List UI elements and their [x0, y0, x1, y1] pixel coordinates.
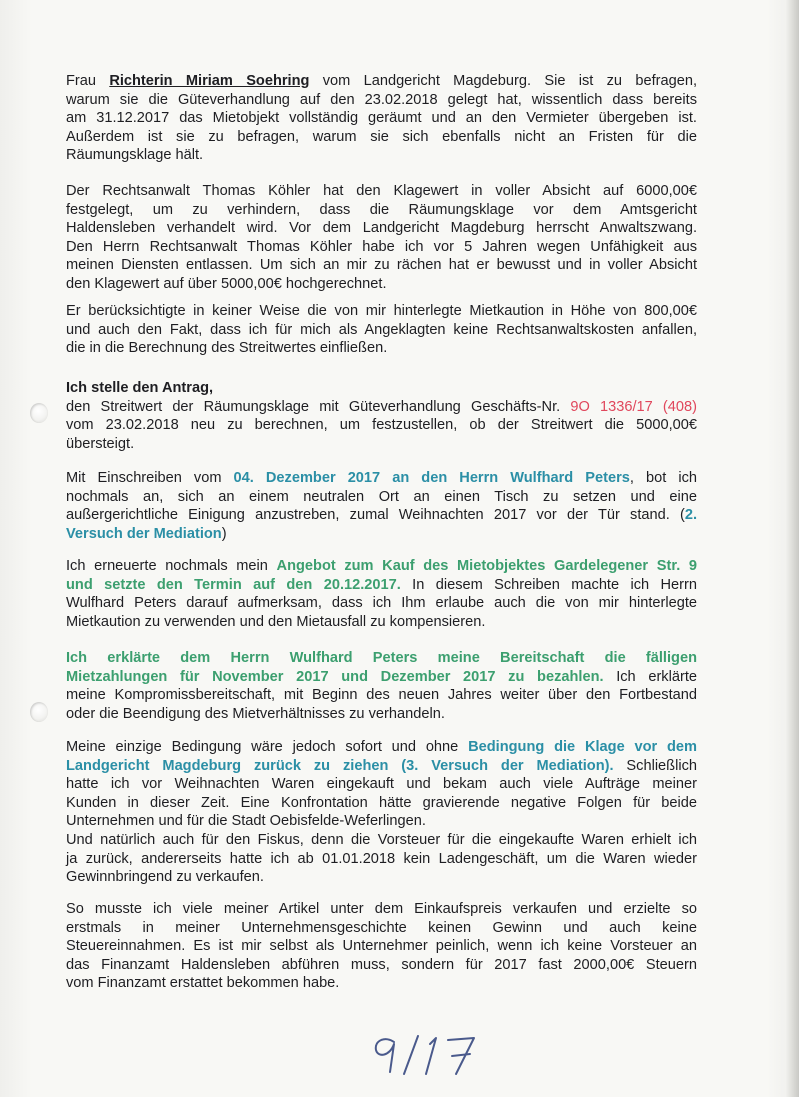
- paragraph-purchase-offer: Ich erneuerte nochmals mein Angebot zum Kauf des Mietobjektes Gardelegener Str. 9 und setzte den Termin auf den 20.12.2017. In diesem Schreiben machte ich Herrn Wulfhard Peters darauf aufmerksam, dass ich Ihm erlaube auch die von mir hinterlegte Mietkaution zu verwenden und den Mietausfall zu kompensieren.: [66, 558, 697, 630]
- paragraph-payment-readiness: Ich erklärte dem Herrn Wulfhard Peters meine Bereitschaft die fälligen Mietzahlungen für November 2017 und Dezember 2017 zu bezahlen. Ich erklärte meine Kompromissbereitschaft, mit Beginn des neuen Jahres weiter über den Fortbestand oder die Beendigung des Mietverhältnisses zu verhandeln.: [66, 650, 697, 722]
- paragraph-condition: Meine einzige Bedingung wäre jedoch sofort und ohne Bedingung die Klage vor dem Landgericht Magdeburg zurück zu ziehen (3. Versuch der Mediation). Schließlich hatte ich vor Weihnachten Waren eingekauft und bekam auch viele Aufträge meiner Kunden in dieser Zeit. Eine Konfrontation hätte gravierende negative Folgen für beide Unternehmen und für die Stadt Oebisfelde-Weferlingen. Und natürlich auch für den Fiskus, denn die Vorsteuer für die eingekaufte Waren erhielt ich ja zurück, andererseits hatte ich ab 01.01.2018 kein Ladengeschäft, um die Waren wieder Gewinnbringend zu verkaufen.: [66, 739, 697, 886]
- paragraph-motion: Ich stelle den Antrag, den Streitwert der Räumungsklage mit Güteverhandlung Geschäfts-Nr. 9O 1336/17 (408) vom 23.02.2018 neu zu berechnen, um festzustellen, ob der Streitwert die 5000,00€ übersteigt.: [66, 380, 697, 452]
- paragraph-judge-question: Frau Richterin Miriam Soehring vom Landgericht Magdeburg. Sie ist zu befragen, warum sie die Güteverhandlung auf den 23.02.2018 gelegt hat, wissentlich dass bereits am 31.12.2017 das Mietobjekt vollständig geräumt und an den Vermieter übergeben ist. Außerdem ist sie zu befragen, warum sie sich ebenfalls nicht an Fristen für die Räumungsklage hält.: [66, 73, 698, 164]
- paragraph-lawyer-claim-value: Der Rechtsanwalt Thomas Köhler hat den Klagewert in voller Absicht auf 6000,00€ festgelegt, um zu verhindern, dass die Räumungsklage vor dem Amtsgericht Haldensleben verhandelt wird. Vor dem Landgericht Magdeburg herrscht Anwaltszwang. Den Herrn Rechtsanwalt Thomas Köhler habe ich vor 5 Jahren wegen Unfähigkeit aus meinen Diensten entlassen. Um sich an mir zu rächen hat er bewusst und in voller Absicht den Klagewert auf über 5000,00€ hochgerechnet.: [66, 183, 697, 292]
- page-edge-shadow: [785, 0, 799, 1097]
- paragraph-deposit: Er berücksichtigte in keiner Weise die von mir hinterlegte Mietkaution in Höhe von 800,00€ und auch den Fakt, dass ich für mich als Angeklagten keine Rechtsanwaltskosten anfallen, die in die Berechnung des Streitwertes einfließen.: [66, 303, 697, 357]
- motion-heading: Ich stelle den Antrag,: [66, 380, 214, 396]
- highlight-purchase-offer: Angebot zum Kauf des Mietobjektes Gardelegener Str. 9: [276, 558, 697, 574]
- punch-hole-bottom: [30, 702, 48, 722]
- paragraph-registered-letter: Mit Einschreiben vom 04. Dezember 2017 an den Herrn Wulfhard Peters, bot ich nochmals an, sich an einem neutralen Ort an einen Tisch zu setzen und eine außergerichtliche Einigung anzustreben, zumal Weihnachten 2017 vor der Tür stand. (2. Versuch der Mediation): [66, 470, 698, 542]
- handwritten-page-number: [360, 1028, 500, 1078]
- highlight-payment-readiness: Ich erklärte dem Herrn Wulfhard Peters meine Bereitschaft die fälligen: [66, 650, 697, 666]
- highlight-letter-date: 04. Dezember 2017 an den Herrn Wulfhard Peters: [233, 470, 630, 486]
- highlight-mediation-2: Versuch der Mediation: [66, 525, 222, 542]
- judge-name: Richterin Miriam Soehring: [109, 73, 310, 89]
- handwritten-9-of-17-drawing: [360, 1028, 500, 1078]
- highlight-mediation-3: Bedingung die Klage vor dem: [468, 739, 697, 755]
- paragraph-tax-consequences: So musste ich viele meiner Artikel unter dem Einkaufspreis verkaufen und erzielte so erstmals in meiner Unternehmensgeschichte keinen Gewinn und auch keine Steuereinnahmen. Es ist mir selbst als Unternehmer peinlich, wenn ich keine Vorsteuer an das Finanzamt Haldensleben abführen muss, sondern für 2017 fast 2000,00€ Steuern vom Finanzamt erstattet bekommen habe.: [66, 901, 697, 992]
- case-number: 9O 1336/17 (408): [570, 398, 697, 415]
- punch-hole-top: [30, 403, 48, 423]
